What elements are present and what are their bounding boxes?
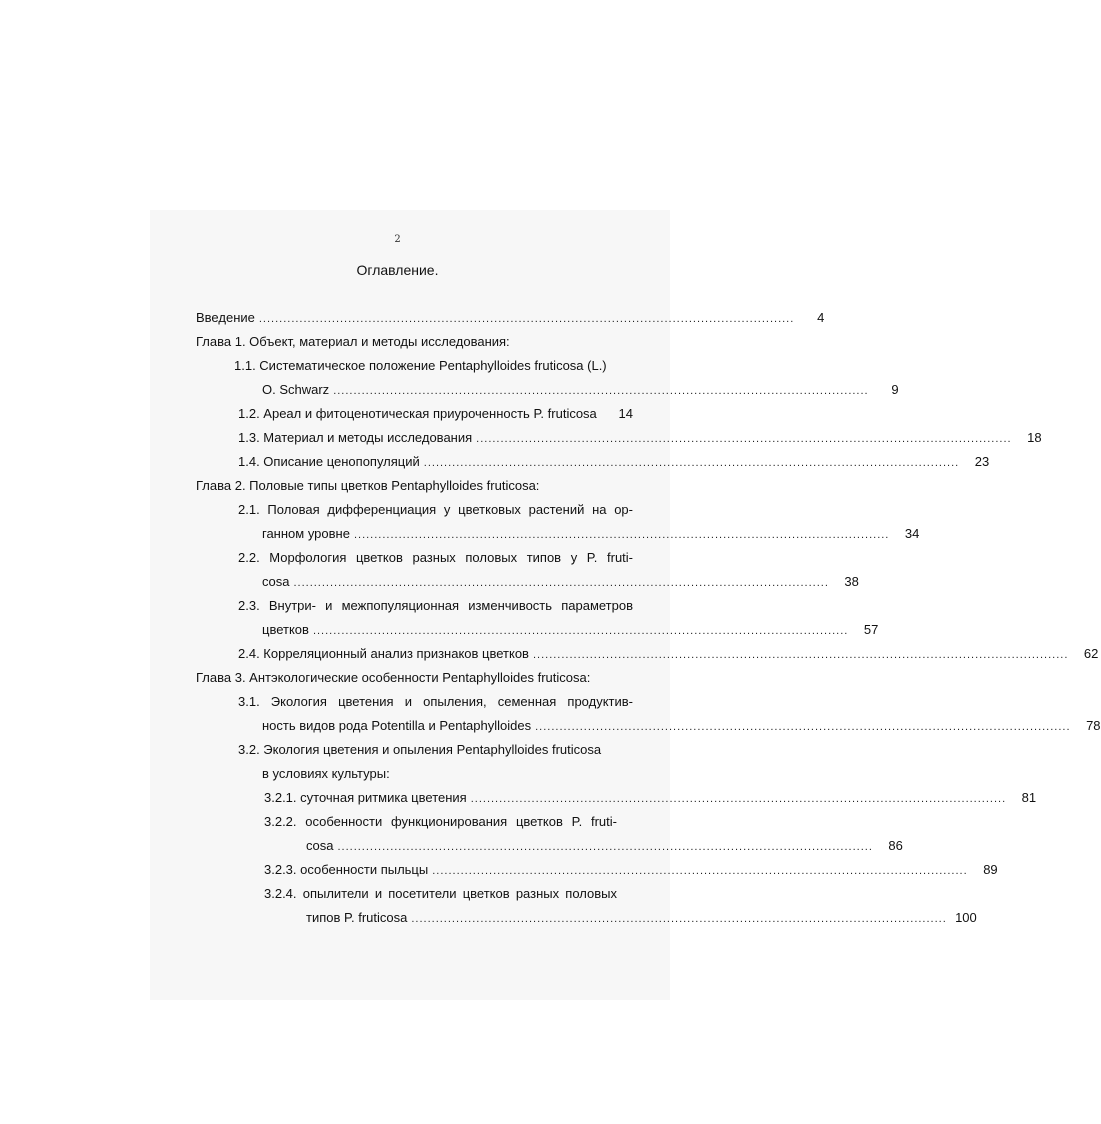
toc-page: 78 (1086, 718, 1101, 733)
toc-page: 14 (618, 406, 633, 421)
toc-entry-1-1-line1[interactable]: 1.1. Систематическое положение Pentaphylloides fruticosa (L.) (234, 358, 607, 373)
toc-leader: .................................................................................................................................... (411, 913, 947, 925)
toc-entry-2-3-line1[interactable]: 2.3. Внутри- и межпопуляционная изменчивость параметров (238, 598, 633, 613)
page-title: Оглавление. (356, 262, 439, 278)
toc-page: 86 (888, 838, 903, 853)
toc-text: 3.2.1. суточная ритмика цветения (264, 790, 467, 805)
toc-leader: .................................................................................................................................... (333, 385, 869, 397)
toc-entry-1-3[interactable] (238, 428, 1042, 448)
toc-leader: .................................................................................................................................... (337, 841, 873, 853)
toc-leader: .................................................................................................................................... (476, 433, 1012, 445)
toc-text: Введение (196, 310, 255, 325)
toc-chapter-1[interactable]: Глава 1. Объект, материал и методы исследования: (196, 334, 510, 349)
toc-entry-1-2[interactable] (238, 404, 633, 424)
toc-text: цветков (262, 622, 309, 637)
toc-chapter-3[interactable]: Глава 3. Антэкологические особенности Pentaphylloides fruticosa: (196, 670, 591, 685)
toc-page: 18 (1027, 430, 1042, 445)
toc-entry-3-2-line2[interactable]: в условиях культуры: (262, 766, 390, 781)
toc-entry-3-2-line1[interactable]: 3.2. Экология цветения и опыления Pentaphylloides fruticosa (238, 742, 602, 757)
toc-chapter-2[interactable]: Глава 2. Половые типы цветков Pentaphylloides fruticosa: (196, 478, 540, 493)
toc-entry-2-2-line1[interactable]: 2.2. Морфология цветков разных половых типов у P. fruti- (238, 550, 633, 565)
toc-entry-1-4[interactable] (238, 452, 990, 472)
toc-page: 100 (955, 910, 977, 925)
toc-entry-3-2-2-line1[interactable]: 3.2.2. особенности функционирования цветков P. fruti- (264, 814, 617, 829)
toc-leader: .................................................................................................................................... (353, 529, 890, 541)
toc-leader: .................................................................................................................................... (432, 865, 968, 877)
toc-entry-3-2-2[interactable] (306, 836, 903, 856)
toc-text: 1.4. Описание ценопопуляций (238, 454, 420, 469)
toc-text: 1.3. Материал и методы исследования (238, 430, 473, 445)
toc-leader: .................................................................................................................................... (470, 793, 1007, 805)
page-number: 2 (394, 234, 401, 245)
toc-page: 38 (844, 574, 859, 589)
toc-entry-3-2-4[interactable] (306, 908, 977, 928)
toc-page: 62 (1083, 646, 1099, 661)
toc-entry-2-3[interactable] (262, 620, 879, 640)
toc-entry-3-1[interactable] (262, 716, 1101, 736)
toc-leader: .................................................................................................................................... (423, 457, 960, 469)
toc-text: cosa (306, 838, 334, 853)
toc-entry-intro[interactable] (196, 308, 825, 328)
toc-entry-2-1[interactable] (262, 524, 920, 544)
toc-page: 81 (1021, 790, 1037, 805)
toc-entry-3-2-3[interactable] (264, 860, 998, 880)
toc-leader: .................................................................................................................................... (258, 313, 795, 325)
toc-text: cosa (262, 574, 290, 589)
toc-page: 4 (817, 310, 825, 325)
toc-text: ганном уровне (262, 526, 350, 541)
toc-leader: .................................................................................................................................... (532, 649, 1069, 661)
toc-page: 57 (863, 622, 879, 637)
toc-entry-2-1-line1[interactable]: 2.1. Половая дифференциация у цветковых растений на ор- (238, 502, 633, 517)
toc-page: 34 (904, 526, 920, 541)
toc-page: 9 (891, 382, 899, 397)
toc-page: 23 (974, 454, 990, 469)
toc-leader: .................................................................................................................................... (293, 577, 829, 589)
toc-text: 1.2. Ареал и фитоценотическая приуроченность P. fruticosa (238, 406, 597, 421)
toc-entry-2-2[interactable] (262, 572, 859, 592)
toc-leader: .................................................................................................................................... (535, 721, 1071, 733)
toc-text: 3.2.3. особенности пыльцы (264, 862, 429, 877)
toc-entry-3-2-1[interactable] (264, 788, 1037, 808)
toc-entry-2-4[interactable] (238, 644, 1099, 664)
toc-text: типов P. fruticosa (306, 910, 408, 925)
toc-leader: .................................................................................................................................... (312, 625, 849, 637)
toc-text: O. Schwarz (262, 382, 330, 397)
toc-page: 89 (983, 862, 998, 877)
toc-entry-1-1[interactable] (262, 380, 899, 400)
toc-text: 2.4. Корреляционный анализ признаков цветков (238, 646, 529, 661)
toc-text: ность видов рода Potentilla и Pentaphylloides (262, 718, 532, 733)
toc-entry-3-1-line1[interactable]: 3.1. Экология цветения и опыления, семенная продуктив- (238, 694, 633, 709)
toc-entry-3-2-4-line1[interactable]: 3.2.4. опылители и посетители цветков разных половых (264, 886, 617, 901)
